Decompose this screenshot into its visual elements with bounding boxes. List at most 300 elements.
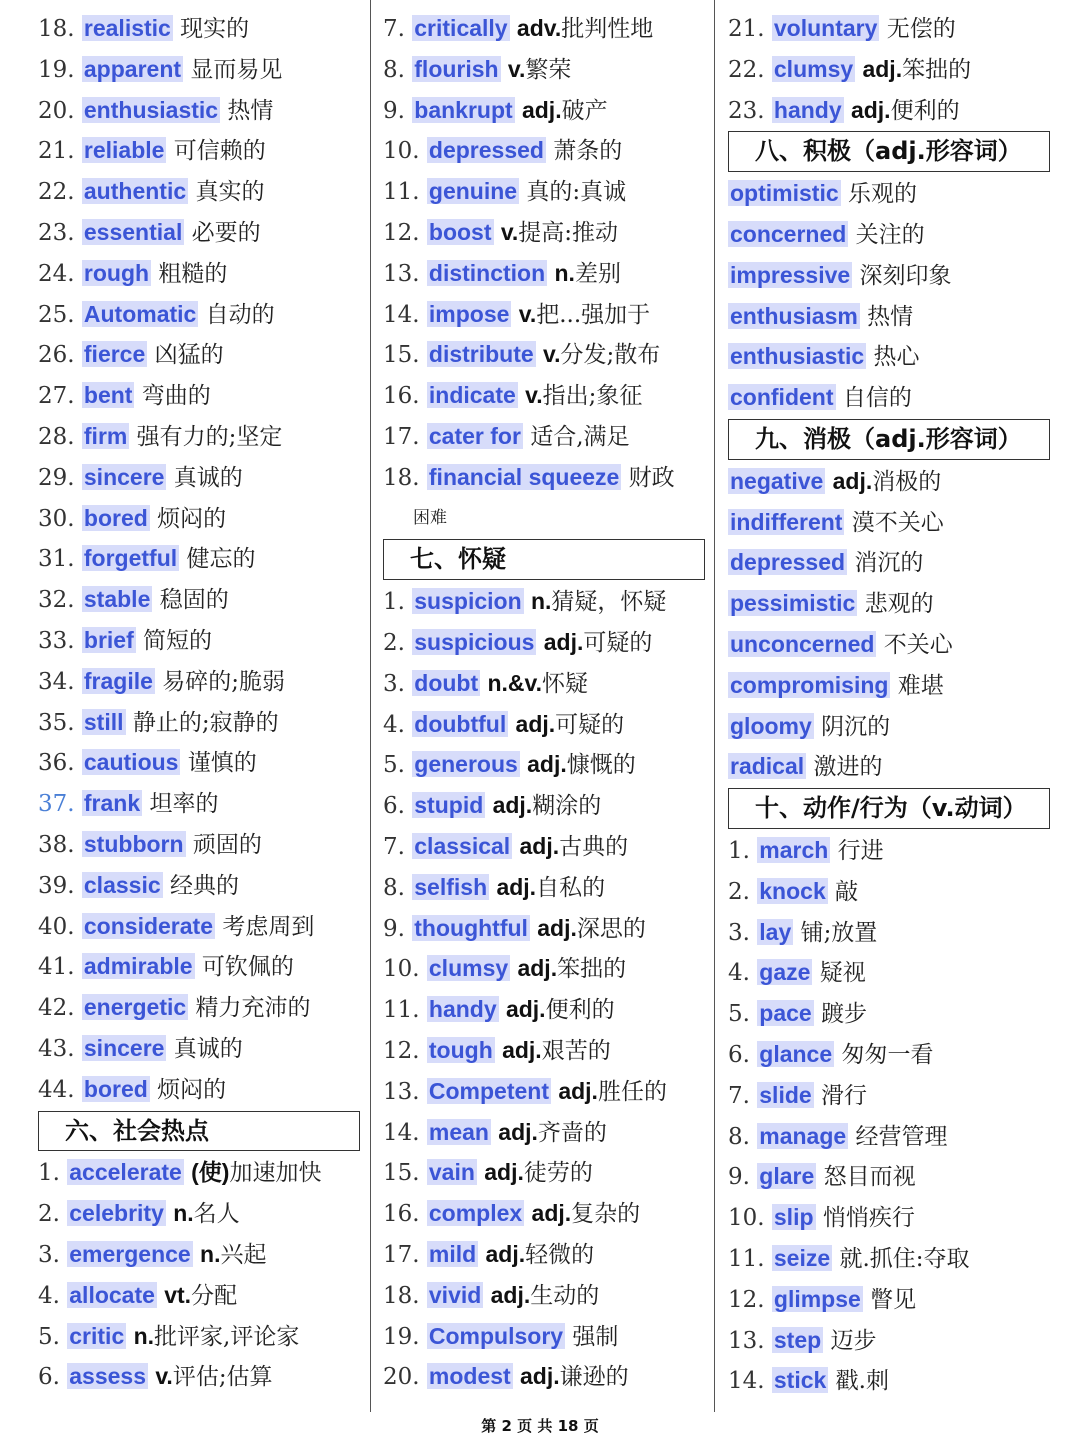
english-word: admirable [83,953,193,980]
english-word: suspicion [414,588,522,615]
english-word: bankrupt [414,96,513,123]
part-of-speech: adj. [832,467,873,494]
part-of-speech: adj. [850,96,891,123]
entry-number: 2. [728,878,750,905]
english-word: pace [759,1000,812,1027]
chinese-meaning: 经典的 [169,872,239,899]
column-3 [728,8,1050,1401]
entry-number: 43. [38,1035,75,1062]
part-of-speech: n. [554,259,575,286]
vocab-entry [383,457,705,498]
entry-number: 34. [38,668,75,695]
entry-number: 8. [728,1123,750,1150]
vocab-entry [728,1320,1050,1361]
english-word: modest [428,1363,511,1390]
chinese-meaning: 经营管理 [855,1123,948,1150]
english-word: gaze [759,959,811,986]
vocab-entry [38,1316,360,1357]
entry-number: 1. [383,589,405,616]
vocab-entry [728,993,1050,1034]
english-word: assess [69,1363,147,1390]
entry-number: 9. [383,97,405,124]
chinese-meaning: 显而易见 [190,56,283,83]
english-word: critically [414,15,508,41]
chinese-meaning: 烦闷的 [157,1076,227,1103]
english-word: seize [773,1244,831,1271]
entry-number: 15. [383,342,420,369]
entry-number: 44. [38,1076,75,1103]
entry-number: 22. [38,179,75,206]
entry-number: 18. [383,1282,420,1309]
vocab-entry [383,622,705,663]
chinese-meaning: 考虑周到 [222,913,315,940]
part-of-speech: adj. [498,1118,538,1145]
part-of-speech: v. [525,382,543,409]
english-word: depressed [730,549,846,576]
english-word: vain [428,1159,475,1186]
english-word: allocate [69,1281,155,1308]
vocab-entry [383,212,705,253]
chinese-meaning: 激进的 [813,754,883,781]
english-word: indicate [428,382,516,409]
chinese-meaning: 徒劳的 [523,1160,593,1187]
part-of-speech: (使) [191,1159,230,1186]
vocab-entry [383,1316,705,1357]
vocab-entry [38,253,360,294]
chinese-meaning: 戳.刺 [835,1368,889,1395]
chinese-meaning: 健忘的 [186,546,256,573]
chinese-meaning: 古典的 [559,833,629,860]
chinese-meaning: 批判性地 [561,16,654,42]
vocab-entry [728,952,1050,993]
chinese-meaning: 迈步 [830,1327,877,1354]
vocab-entry [38,416,360,457]
part-of-speech: adj. [505,996,546,1023]
chinese-meaning: 怒目而视 [823,1164,916,1191]
chinese-meaning: 破产 [561,97,608,124]
part-of-speech: adj. [558,1077,598,1104]
english-word: lay [759,918,792,945]
english-word: forgetful [83,545,178,572]
entry-number: 8. [383,56,405,83]
chinese-meaning: 深刻印象 [859,262,952,289]
english-word: distinction [428,259,546,286]
english-word: stick [773,1367,827,1394]
chinese-meaning: 分发;散布 [560,342,661,369]
chinese-meaning: 热情 [227,97,274,124]
english-word: march [759,836,829,863]
vocab-entry [383,867,705,908]
part-of-speech: adj. [527,751,567,778]
english-word: unconcerned [730,630,875,657]
english-word: clumsy [428,955,509,982]
chinese-meaning: 财政 [628,464,675,491]
entry-number: 36. [38,750,75,777]
english-word: voluntary [773,15,878,41]
english-word: frank [83,790,141,817]
chinese-meaning: 简短的 [143,627,213,654]
english-word: Competent [428,1077,550,1104]
entry-number: 12. [728,1286,765,1313]
english-word: depressed [428,137,544,164]
entry-number: 13. [383,1078,420,1105]
english-word: manage [759,1122,847,1149]
english-word: pessimistic [730,590,856,617]
entry-number: 17. [383,423,420,450]
part-of-speech: v. [500,218,519,245]
part-of-speech: n. [173,1200,194,1227]
english-word: mild [428,1240,477,1267]
entry-number: 6. [383,793,405,820]
vocab-entry [38,375,360,416]
chinese-meaning: 弯曲的 [141,383,211,410]
vocab-entry [728,377,1050,418]
vocab-entry [383,1030,705,1071]
english-word: classic [83,871,161,898]
entry-number: 21. [728,16,765,42]
english-word: cater for [428,422,521,449]
vocab-entry [38,1069,360,1110]
english-word: doubtful [414,710,507,737]
chinese-meaning: 真诚的 [173,464,243,491]
vocab-entry [38,334,360,375]
english-word: optimistic [730,180,839,207]
vocab-entry [728,49,1050,90]
english-word: fragile [83,667,153,694]
english-word: still [83,708,124,735]
entry-number: 14. [728,1368,765,1395]
vocab-entry [383,253,705,294]
part-of-speech: adv. [516,15,562,41]
vocab-entry [728,542,1050,583]
english-word: boost [428,218,492,245]
chinese-meaning: 精力充沛的 [195,995,311,1022]
english-word: doubt [414,669,479,696]
vocab-entry [38,620,360,661]
english-word: clumsy [773,55,854,82]
english-word: tough [428,1036,493,1063]
vocab-entry [383,1112,705,1153]
english-word: confident [730,384,834,411]
chinese-meaning: 关注的 [855,221,925,248]
vocab-entry [38,702,360,743]
entry-number: 2. [383,629,405,656]
chinese-meaning: 谦逊的 [559,1364,629,1391]
part-of-speech: adj. [484,1159,524,1186]
chinese-meaning: 行进 [837,837,884,864]
english-word: classical [414,832,511,859]
chinese-meaning: 稳固的 [159,587,229,614]
english-word: energetic [83,994,187,1021]
vocab-entry [728,830,1050,871]
part-of-speech: adj. [502,1036,542,1063]
entry-number: 10. [728,1205,765,1232]
chinese-meaning: 热情 [867,303,914,330]
chinese-meaning: 自信的 [842,385,912,412]
entry-number: 1. [38,1160,60,1187]
vocab-entry [728,871,1050,912]
vocab-entry [728,746,1050,787]
chinese-meaning: 铺;放置 [800,919,878,946]
vocab-entry [728,502,1050,543]
vocab-entry-continuation [383,498,705,539]
vocab-entry [383,908,705,949]
chinese-meaning: 可钦佩的 [201,954,294,981]
entry-number: 1. [728,837,750,864]
english-word: impose [428,300,510,327]
vocab-entry [383,8,705,49]
vocab-entry [38,212,360,253]
vocab-entry [383,581,705,622]
english-word: handy [428,996,497,1023]
entry-number: 24. [38,260,75,287]
part-of-speech: n. [200,1240,221,1267]
column-1 [38,8,360,1397]
column-2 [383,8,705,1397]
vocab-entry [383,744,705,785]
entry-number: 2. [38,1201,60,1228]
english-word: celebrity [69,1200,164,1227]
part-of-speech: v. [542,341,561,368]
chinese-meaning: 分配 [191,1282,238,1309]
part-of-speech: adj. [537,914,577,941]
entry-number: 22. [728,56,765,83]
entry-number: 38. [38,831,75,858]
english-word: complex [428,1200,523,1227]
chinese-meaning: 匆匆一看 [841,1041,934,1068]
chinese-meaning: 坦率的 [149,791,219,818]
vocab-entry [728,173,1050,214]
vocab-entry [728,461,1050,502]
english-word: bored [83,504,148,531]
english-word: realistic [83,15,171,41]
vocab-entry [728,255,1050,296]
vocab-entry [38,1275,360,1316]
english-word: brief [83,626,134,653]
vocab-entry [383,375,705,416]
entry-number: 32. [38,587,75,614]
entry-number: 26. [38,342,75,369]
part-of-speech: adj. [517,955,558,982]
vocab-entry [383,663,705,704]
english-word: mean [428,1118,489,1145]
vocab-entry [728,583,1050,624]
vocab-entry [728,912,1050,953]
section-header: 七、怀疑 [383,539,705,580]
vocab-entry [38,661,360,702]
chinese-meaning: 轻微的 [525,1241,595,1268]
part-of-speech: v. [518,300,537,327]
vocab-entry [728,214,1050,255]
chinese-meaning: 困难 [413,507,447,528]
column-divider [370,0,371,1412]
english-word: distribute [428,341,534,368]
entry-number: 14. [383,301,420,328]
chinese-meaning: 提高:推动 [518,219,619,246]
vocab-entry [38,906,360,947]
vocab-entry [38,49,360,90]
entry-number: 25. [38,301,75,328]
part-of-speech: adj. [485,1240,526,1267]
english-word: gloomy [730,712,812,739]
vocab-entry [38,171,360,212]
english-word: fierce [83,341,146,368]
entry-number: 41. [38,954,75,981]
entry-number: 6. [728,1041,750,1068]
section-header: 八、积极（adj.形容词） [728,131,1050,172]
chinese-meaning: 自私的 [536,874,606,901]
english-word: negative [730,467,824,494]
english-word: knock [759,877,826,904]
chinese-meaning: 可疑的 [555,711,625,738]
entry-number: 7. [728,1082,750,1109]
chinese-meaning: 加速加快 [229,1160,322,1187]
entry-number: 39. [38,872,75,899]
entry-number: 3. [728,919,750,946]
vocab-entry [728,8,1050,49]
vocab-entry [38,946,360,987]
part-of-speech: adj. [492,792,533,819]
chinese-meaning: 便利的 [545,997,615,1024]
entry-number: 3. [383,670,405,697]
english-word: authentic [83,178,187,205]
chinese-meaning: 复杂的 [571,1201,641,1228]
entry-number: 12. [383,1037,420,1064]
english-word: indifferent [730,508,843,535]
entry-number: 31. [38,546,75,573]
chinese-meaning: 漠不关心 [851,509,944,536]
chinese-meaning: 指出;象征 [542,383,643,410]
entry-number: 40. [38,913,75,940]
chinese-meaning: 易碎的;脆弱 [162,668,285,695]
chinese-meaning: 静止的;寂静的 [132,709,279,736]
vocab-entry [38,1028,360,1069]
english-word: handy [773,96,842,123]
chinese-meaning: 繁荣 [525,56,572,83]
entry-number: 14. [383,1119,420,1146]
chinese-meaning: 怀疑 [541,670,588,697]
vocab-entry [383,1152,705,1193]
entry-number: 29. [38,464,75,491]
part-of-speech: vt. [164,1281,192,1308]
english-word: glimpse [773,1285,861,1312]
english-word: suspicious [414,628,535,655]
entry-number: 7. [383,16,405,42]
section-header: 十、动作/行为（v.动词） [728,788,1050,829]
vocab-entry [38,1234,360,1275]
vocab-entry [728,90,1050,131]
chinese-meaning: 强有力的;坚定 [136,423,283,450]
entry-number: 33. [38,627,75,654]
part-of-speech: adj. [862,55,903,82]
vocab-entry [728,336,1050,377]
entry-number: 30. [38,505,75,532]
english-word: step [773,1326,822,1353]
part-of-speech: adj. [519,832,560,859]
vocab-entry [383,704,705,745]
vocab-entry [383,1234,705,1275]
entry-number: 9. [383,915,405,942]
chinese-meaning: 笨拙的 [902,56,972,83]
english-word: Compulsory [428,1322,564,1349]
vocab-entry [383,416,705,457]
entry-number: 19. [383,1323,420,1350]
vocab-entry [38,90,360,131]
vocab-entry [383,171,705,212]
chinese-meaning: 现实的 [180,16,250,42]
entry-number: 16. [383,1201,420,1228]
chinese-meaning: 猜疑，怀疑 [551,589,667,616]
english-word: enthusiastic [730,343,865,370]
english-word: considerate [83,912,213,939]
part-of-speech: adj. [520,1363,560,1390]
vocab-entry [38,538,360,579]
chinese-meaning: 批评家,评论家 [154,1323,300,1350]
english-word: rough [83,259,150,286]
part-of-speech: adj. [531,1200,572,1227]
chinese-meaning: 瞥见 [870,1286,917,1313]
vocab-entry [383,49,705,90]
chinese-meaning: 自动的 [205,301,275,328]
chinese-meaning: 齐啬的 [537,1119,607,1146]
vocab-entry [383,334,705,375]
entry-number: 18. [383,464,420,491]
vocab-entry [38,824,360,865]
chinese-meaning: 阴沉的 [821,713,891,740]
chinese-meaning: 踱步 [821,1001,868,1028]
chinese-meaning: 乐观的 [847,181,917,208]
vocab-entry [38,294,360,335]
part-of-speech: adj. [521,96,562,123]
english-word: radical [730,753,805,780]
chinese-meaning: 粗糙的 [158,260,228,287]
vocab-entry [383,90,705,131]
english-word: enthusiastic [83,96,219,123]
entry-number: 42. [38,995,75,1022]
english-word: stubborn [83,830,184,857]
part-of-speech: v. [155,1363,173,1390]
entry-number: 5. [383,752,405,779]
chinese-meaning: 深思的 [576,915,646,942]
english-word: selfish [414,873,488,900]
english-word: enthusiasm [730,302,858,329]
vocab-entry [728,665,1050,706]
chinese-meaning: 把...强加于 [536,301,651,328]
entry-number: 15. [383,1160,420,1187]
chinese-meaning: 胜任的 [597,1078,667,1105]
english-word: generous [414,751,518,778]
english-word: compromising [730,671,889,698]
english-word: critic [69,1322,125,1349]
chinese-meaning: 就.抓住:夺取 [839,1245,970,1272]
vocab-entry [728,1116,1050,1157]
english-word: flourish [414,55,499,82]
chinese-meaning: 可信赖的 [173,138,266,165]
chinese-meaning: 名人 [193,1201,240,1228]
entry-number: 7. [383,833,405,860]
english-word: apparent [83,55,182,82]
english-word: essential [83,218,183,245]
entry-number: 11. [383,179,420,206]
vocab-entry [728,1279,1050,1320]
entry-number: 4. [383,711,405,738]
vocab-entry [383,826,705,867]
english-word: emergence [69,1240,191,1267]
vocab-entry [38,783,360,824]
entry-number: 10. [383,956,420,983]
vocab-entry [38,987,360,1028]
english-word: bent [83,382,133,409]
